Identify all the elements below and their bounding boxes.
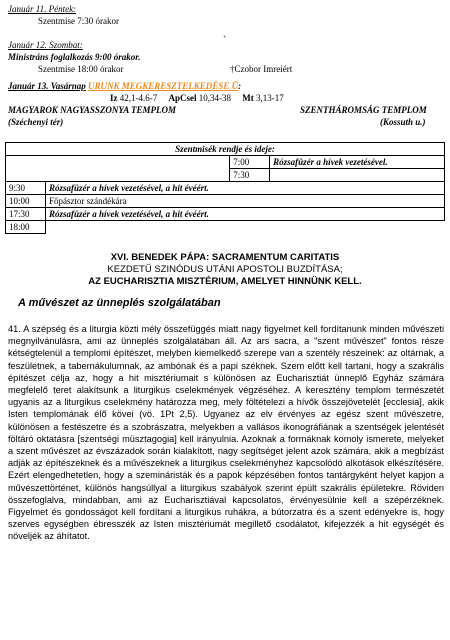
jan11-mass: Szentmise 7:30 órakor <box>38 16 119 26</box>
reading-apcsel-label: ApCsel <box>168 93 197 103</box>
reading-mt-ref: 3,13-17 <box>256 93 284 103</box>
table-row <box>6 221 445 234</box>
reading-iz-label: Iz <box>110 93 118 103</box>
schedule-title: Szentmisék rendje és ideje: <box>6 143 445 156</box>
church-left-name: MAGYAROK NAGYASSZONYA TEMPLOM <box>8 105 177 115</box>
schedule-left-text: Főpásztor szándékára <box>45 195 444 208</box>
table-row <box>6 195 445 208</box>
jan12-mass: Szentmise 18:00 órakor <box>38 64 124 74</box>
schedule-left-time: 17:30 <box>6 208 46 221</box>
table-row <box>6 182 445 195</box>
jan13-colon: : <box>238 81 242 91</box>
church-left-location: (Széchenyi tér) <box>8 117 64 127</box>
schedule-left-time: 18:00 <box>6 221 46 234</box>
jan11-title: Január 11. Péntek: <box>8 4 77 14</box>
stray-mark: + <box>223 35 227 41</box>
document-title-1: XVI. BENEDEK PÁPA: SACRAMENTUM CARITATIS <box>110 252 340 263</box>
section-heading: A művészet az ünneplés szolgálatában <box>18 297 221 309</box>
reading-mt-label: Mt <box>242 93 254 103</box>
church-right-name: SZENTHÁROMSÁG TEMPLOM <box>300 105 427 115</box>
table-row <box>6 156 445 169</box>
schedule-left-text: Rózsafüzér a hívek vezetésével, a hit évéért. <box>45 182 444 195</box>
jan13-feast: URUNK MEGKERESZTELKEDÉSE Ü <box>88 81 239 91</box>
schedule-right-time: 7:00 <box>230 156 270 169</box>
reading-apcsel-ref: 10,34-38 <box>198 93 232 103</box>
schedule-left-text: Rózsafüzér a hívek vezetésével, a hit évéért. <box>45 208 444 221</box>
jan13-line <box>8 81 241 92</box>
readings-line <box>110 93 284 104</box>
schedule-title-row <box>6 143 445 156</box>
jan12-title: Január 12. Szombat: <box>8 40 83 50</box>
body-paragraph: 41. A szépség és a liturgia közti mély összefüggés miatt nagy figyelmet kell fordítanunk minden művészeti megnyilvánulásra, ami az ünneplés szolgálatában áll. Az ars sacra, a "szent művészet" fontos része kétségtelenül a templomi építészet, melyben kiemelkedő szerepe van a szentély részeinek: az oltárnak, a feszületnek, a tabernákulumnak, az ambónak és a papi széknek. Szem előtt kell tartani, hogy a szakrális építészet célja az, hogy a hit misztériumait s különösen az Eucharisztiát ünneplő Egyház számára megfelelő teret alakítsunk a liturgikus cselekmények végzéséhez. A keresztény templom természetét ugyanis az a liturgikus cselekmény határozza meg, mely föltételezi a hívők összejövetelét [ecclesia], akik Isten templomának élő kövei (vö. 1Pt 2,5). Ugyanez az elv érvényes az egész szent művészetre, különösen a festészetre és a szobrászatra, melyekben a vallásos ikonográfiának a szentségek jelentését föltáró oktatásra [szentségi müsztagogia] kell irányulnia. Azoknak a formáknak komoly ismerete, melyeket a szent művészet az évszázadok során kialakított, nagy segítséget jelent azok számára, akik a megbízást adják az építészeknek és a művészeknek a liturgikus cselekményhez kapcsolódó alkotások elkészítésére. Ezért elengedhetetlen, hogy a szemináristák és a papok képzésében fontos tantárgyként helyet kapjon a művészettörténet, különös hangsúllyal a liturgikus szabályok szerint épült szakrális épületekre. Röviden összefoglalva, mindabban, ami az Eucharisztiával kapcsolatos, érvényesülnie kell a szépérzéknek. Figyelmet és gondosságot kell fordítani a liturgikus ruhákra, a bútorzatra és a szent edényekre is, hogy szerves egységben ébresszék az Isten misztériumát megillető csodálatot, kifejezzék a hit egységét és növeljék az áhítatot. <box>8 324 444 542</box>
table-row <box>6 169 445 182</box>
document-title-2: KEZDETŰ SZINÓDUS UTÁNI APOSTOLI BUZDÍTÁSA; <box>107 264 343 275</box>
schedule-right-text <box>270 169 445 182</box>
document-title-3: AZ EUCHARISZTIA MISZTÉRIUM, AMELYET HINNÜNK KELL. <box>88 276 362 287</box>
jan12-memorial: †Czobor Imreiért <box>230 64 293 74</box>
table-row <box>6 208 445 221</box>
schedule-left-time: 10:00 <box>6 195 46 208</box>
jan12-ministrans: Ministráns foglalkozás 9:00 órakor. <box>8 52 141 62</box>
schedule-right-text: Rózsafüzér a hívek vezetésével. <box>270 156 445 169</box>
mass-schedule-table <box>5 142 445 234</box>
schedule-right-time: 7:30 <box>230 169 270 182</box>
reading-iz-ref: 42,1-4.6-7 <box>119 93 158 103</box>
church-right-location: (Kossuth u.) <box>380 117 426 127</box>
schedule-left-time: 9:30 <box>6 182 46 195</box>
jan13-title: Január 13. Vasárnap <box>8 81 86 91</box>
schedule-left-text <box>45 221 444 234</box>
